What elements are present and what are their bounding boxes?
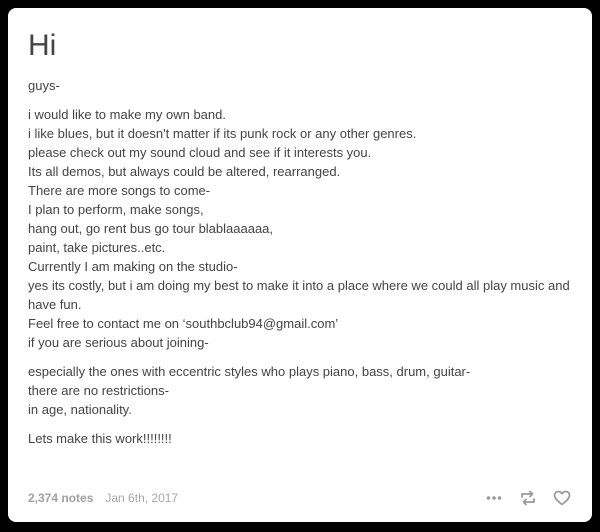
heart-icon[interactable] [552, 488, 572, 508]
body-line: hang out, go rent bus go tour blablaaaaaa, [28, 221, 274, 236]
body-line: in age, nationality. [28, 402, 132, 417]
paragraph-2 [28, 105, 576, 352]
more-icon[interactable] [484, 488, 504, 508]
body-line: I plan to perform, make songs, [28, 202, 204, 217]
body-line: paint, take pictures..etc. [28, 240, 166, 255]
body-line: Currently I am making on the studio- [28, 259, 238, 274]
post-title: Hi [28, 29, 57, 62]
body-line: there are no restrictions- [28, 383, 169, 398]
body-line: i would like to make my own band. [28, 107, 226, 122]
post-actions [484, 488, 572, 508]
body-line: especially the ones with eccentric styles who plays piano, bass, drum, guitar- [28, 364, 471, 379]
body-line: if you are serious about joining- [28, 335, 209, 350]
post-body [28, 76, 576, 458]
body-line: yes its costly, but i am doing my best to make it into a place where we could all play music and have fun. [28, 278, 570, 312]
contact-line: Feel free to contact me on ‘southbclub94@gmail.com’ [28, 316, 339, 331]
post-footer [28, 488, 572, 508]
paragraph-1 [28, 76, 576, 95]
reblog-icon[interactable] [518, 488, 538, 508]
post-date-link[interactable]: Jan 6th, 2017 [105, 491, 179, 505]
body-line: There are more songs to come- [28, 183, 211, 198]
paragraph-3 [28, 362, 576, 419]
post-card [8, 8, 592, 522]
body-line: Lets make this work!!!!!!!! [28, 431, 172, 446]
body-line: Its all demos, but always could be altered, rearranged. [28, 164, 341, 179]
body-line: please check out my sound cloud and see if it interests you. [28, 145, 372, 160]
paragraph-4 [28, 429, 576, 448]
body-line: i like blues, but it doesn't matter if its punk rock or any other genres. [28, 126, 417, 141]
body-line: guys- [28, 78, 60, 93]
notes-count-link[interactable]: 2,374 notes [28, 491, 94, 505]
